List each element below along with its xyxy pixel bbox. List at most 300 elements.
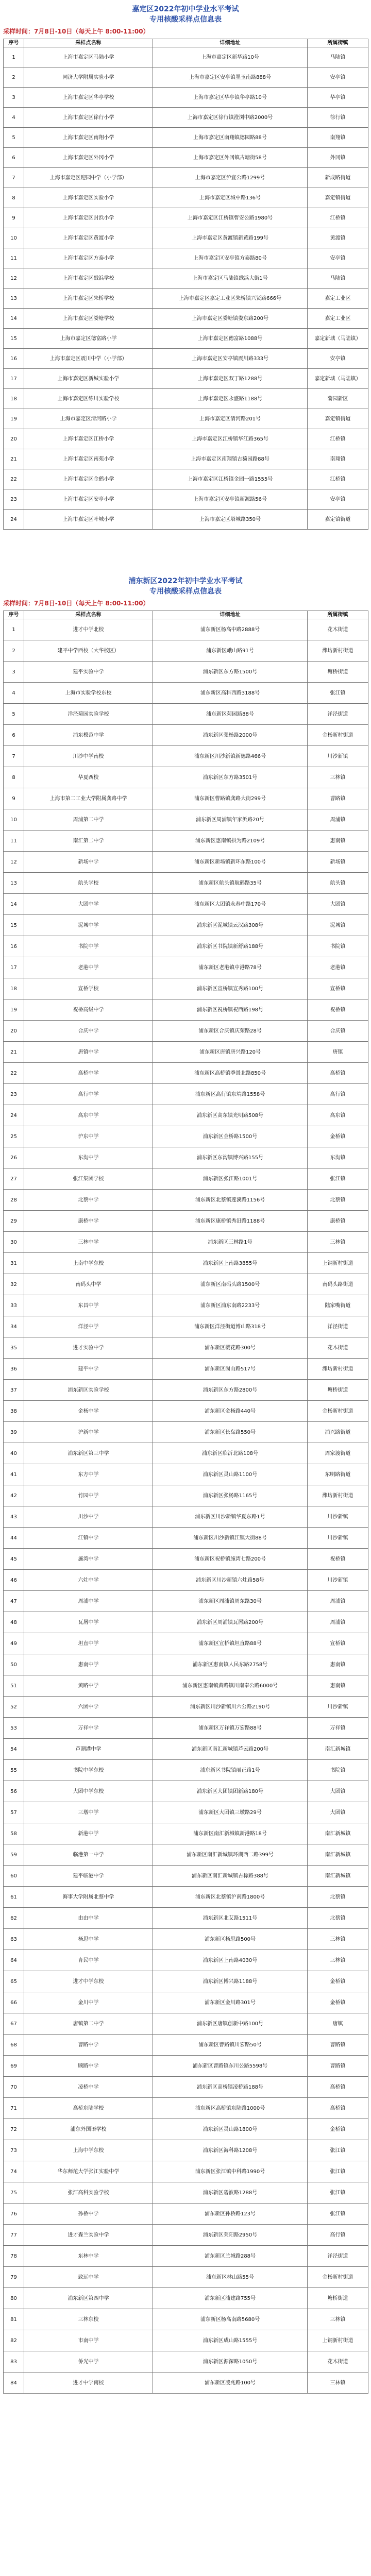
- cell-address: 浦东新区东方路2800号: [153, 1380, 308, 1401]
- cell-index: 67: [4, 2013, 24, 2035]
- cell-street: 宣桥镇: [308, 1633, 368, 1654]
- cell-address: 上海市嘉定区双丁路1288号: [153, 369, 308, 389]
- cell-street: 高桥镇: [308, 2098, 368, 2119]
- table-row: [4, 809, 368, 831]
- cell-street: 东沟镇: [308, 1147, 368, 1168]
- table-row: [4, 1866, 368, 1887]
- table-row: [4, 188, 368, 208]
- cell-street: 金桥镇: [308, 1971, 368, 1992]
- header-site-name: 采样点名称: [24, 611, 153, 619]
- cell-address: 浦东新区碧波路1288号: [153, 2182, 308, 2204]
- table-row: [4, 2161, 368, 2182]
- cell-street: 上钢新村街道: [308, 2330, 368, 2351]
- cell-site-name: 上海市嘉定区南苑小学: [24, 449, 153, 469]
- cell-street: 金桥镇: [308, 2119, 368, 2140]
- cell-street: 康桥镇: [308, 1211, 368, 1232]
- cell-index: 62: [4, 1908, 24, 1929]
- cell-site-name: 坦直中学: [24, 1633, 153, 1654]
- cell-street: 周浦镇: [308, 1612, 368, 1633]
- cell-street: 嘉定新城（马陆镇）: [308, 369, 368, 389]
- cell-index: 26: [4, 1147, 24, 1168]
- cell-site-name: 同济大学附属实验小学: [24, 67, 153, 88]
- cell-site-name: 由由中学: [24, 1908, 153, 1929]
- cell-index: 9: [4, 788, 24, 809]
- cell-site-name: 康桥中学: [24, 1211, 153, 1232]
- table-row: [4, 409, 368, 429]
- table-row: [4, 683, 368, 704]
- cell-address: 浦东新区高行镇东靖路1558号: [153, 1084, 308, 1105]
- cell-site-name: 上海市嘉定区金鹤小学: [24, 469, 153, 489]
- cell-address: 浦东新区金桥路1500号: [153, 1126, 308, 1147]
- cell-index: 50: [4, 1654, 24, 1675]
- cell-address: 浦东新区书院镇新舒路188号: [153, 936, 308, 957]
- cell-site-name: 浦东新区第三中学: [24, 1443, 153, 1464]
- cell-site-name: 建平中学西校（大华校区）: [24, 640, 153, 662]
- cell-address: 浦东新区高桥镇凌桥路188号: [153, 2077, 308, 2098]
- cell-index: 68: [4, 2035, 24, 2056]
- table-row: [4, 936, 368, 957]
- cell-street: 三林镇: [308, 1232, 368, 1253]
- cell-address: 浦东新区高科西路3188号: [153, 683, 308, 704]
- cell-site-name: 三墩中学: [24, 1802, 153, 1823]
- cell-address: 浦东新区祝桥镇祝西路198号: [153, 999, 308, 1021]
- cell-site-name: 顾路中学: [24, 2056, 153, 2077]
- table-row: [4, 2330, 368, 2351]
- cell-site-name: 张江高科实验学校: [24, 2182, 153, 2204]
- table-row: [4, 894, 368, 915]
- cell-street: 大团镇: [308, 1802, 368, 1823]
- cell-street: 周浦镇: [308, 809, 368, 831]
- cell-street: 南码头路街道: [308, 1274, 368, 1295]
- cell-site-name: 金川中学: [24, 1992, 153, 2013]
- cell-street: 新场镇: [308, 852, 368, 873]
- jiading-table-body: [4, 47, 368, 530]
- cell-index: 16: [4, 349, 24, 369]
- table-row: [4, 2140, 368, 2161]
- cell-street: 三林镇: [308, 1950, 368, 1971]
- cell-street: 曹路镇: [308, 2056, 368, 2077]
- cell-address: 上海市嘉定区安亭镇方泰路80号: [153, 248, 308, 268]
- cell-site-name: 上海市嘉定区马陆小学: [24, 47, 153, 67]
- cell-address: 浦东新区林山路55号: [153, 2267, 308, 2288]
- cell-address: 浦东新区康桥镇秀沿路1188号: [153, 1211, 308, 1232]
- cell-site-name: 上海中学东校: [24, 2140, 153, 2161]
- table-row: [4, 1654, 368, 1675]
- table-row: [4, 329, 368, 349]
- cell-address: 上海市嘉定区江桥镇华江路365号: [153, 429, 308, 449]
- cell-address: 浦东新区博兴路1188号: [153, 1971, 308, 1992]
- table-row: [4, 2288, 368, 2309]
- cell-index: 23: [4, 1084, 24, 1105]
- cell-index: 82: [4, 2330, 24, 2351]
- cell-street: 金杨新村街道: [308, 725, 368, 746]
- table-row: [4, 1506, 368, 1528]
- cell-site-name: 唐镇中学: [24, 1042, 153, 1063]
- table-row: [4, 449, 368, 469]
- table-row: [4, 2119, 368, 2140]
- cell-address: 浦东新区高桥镇东陆路1000号: [153, 2098, 308, 2119]
- cell-index: 27: [4, 1168, 24, 1190]
- cell-index: 14: [4, 309, 24, 329]
- cell-street: 万祥镇: [308, 1718, 368, 1739]
- cell-site-name: 进才中学北校: [24, 619, 153, 640]
- cell-address: 浦东新区宣桥镇坦直路88号: [153, 1633, 308, 1654]
- cell-index: 17: [4, 957, 24, 978]
- cell-address: 上海市嘉定区城中路136号: [153, 188, 308, 208]
- table-row: [4, 1274, 368, 1295]
- cell-address: 浦东新区张江镇中科路1990号: [153, 2161, 308, 2182]
- cell-index: 4: [4, 683, 24, 704]
- table-row: [4, 1337, 368, 1359]
- table-row: [4, 1612, 368, 1633]
- table-row: [4, 369, 368, 389]
- cell-street: 祝桥镇: [308, 999, 368, 1021]
- cell-index: 28: [4, 1190, 24, 1211]
- cell-street: 张江镇: [308, 2182, 368, 2204]
- cell-street: 张江镇: [308, 2204, 368, 2225]
- cell-address: 浦东新区三林路1号: [153, 1232, 308, 1253]
- cell-street: 塘桥街道: [308, 1380, 368, 1401]
- table-row: [4, 1147, 368, 1168]
- cell-site-name: 新港中学: [24, 1823, 153, 1844]
- table-row: [4, 1084, 368, 1105]
- cell-index: 46: [4, 1570, 24, 1591]
- cell-site-name: 进才实验中学: [24, 1337, 153, 1359]
- cell-site-name: 老港中学: [24, 957, 153, 978]
- cell-address: 浦东新区川沙新镇六灶路58号: [153, 1570, 308, 1591]
- cell-index: 21: [4, 449, 24, 469]
- header-address: 详细地址: [153, 611, 308, 619]
- cell-address: 浦东新区上南路4030号: [153, 1950, 308, 1971]
- cell-index: 2: [4, 640, 24, 662]
- pudong-section: [0, 576, 371, 2394]
- header-street: 所属街镇: [308, 39, 368, 47]
- cell-street: 金杨新村街道: [308, 1401, 368, 1422]
- table-row: [4, 1802, 368, 1823]
- cell-street: 唐镇: [308, 2013, 368, 2035]
- cell-street: 南汇新城镇: [308, 1866, 368, 1887]
- table-row: [4, 2204, 368, 2225]
- cell-street: 华亭镇: [308, 88, 368, 108]
- table-row: [4, 2267, 368, 2288]
- cell-address: 浦东新区浦东南路2233号: [153, 1295, 308, 1316]
- cell-street: 花木街道: [308, 1337, 368, 1359]
- cell-address: 浦东新区航头镇航鹤路35号: [153, 873, 308, 894]
- table-row: [4, 1844, 368, 1866]
- cell-index: 65: [4, 1971, 24, 1992]
- cell-street: 花木街道: [308, 2351, 368, 2372]
- cell-street: 曹路镇: [308, 788, 368, 809]
- cell-index: 48: [4, 1612, 24, 1633]
- cell-index: 55: [4, 1760, 24, 1781]
- cell-street: 三林镇: [308, 1929, 368, 1950]
- cell-index: 15: [4, 915, 24, 936]
- cell-site-name: 金杨中学: [24, 1401, 153, 1422]
- cell-street: 潍坊新村街道: [308, 1485, 368, 1506]
- table-row: [4, 1211, 368, 1232]
- cell-index: 60: [4, 1866, 24, 1887]
- cell-site-name: 致远中学: [24, 2267, 153, 2288]
- table-row: [4, 1042, 368, 1063]
- cell-street: 浦兴路街道: [308, 1422, 368, 1443]
- cell-index: 84: [4, 2372, 24, 2394]
- cell-street: 高桥镇: [308, 2077, 368, 2098]
- cell-address: 浦东新区崮山路517号: [153, 1359, 308, 1380]
- table-row: [4, 1633, 368, 1654]
- cell-address: 浦东新区川沙新镇新德路466号: [153, 746, 308, 767]
- cell-address: 上海市嘉定区安亭镇墨玉南路888号: [153, 67, 308, 88]
- cell-street: 北蔡镇: [308, 1908, 368, 1929]
- cell-street: 安亭镇: [308, 489, 368, 510]
- cell-index: 81: [4, 2309, 24, 2330]
- table-row: [4, 1950, 368, 1971]
- cell-street: 惠南镇: [308, 831, 368, 852]
- table-row: [4, 67, 368, 88]
- cell-address: 浦东新区川沙新镇华夏东路1号: [153, 1506, 308, 1528]
- cell-street: 南汇新城镇: [308, 1844, 368, 1866]
- cell-street: 大团镇: [308, 894, 368, 915]
- cell-index: 32: [4, 1274, 24, 1295]
- cell-address: 上海市嘉定区永盛路1188号: [153, 389, 308, 409]
- cell-site-name: 华东师范大学张江实验中学: [24, 2161, 153, 2182]
- cell-street: 新成路街道: [308, 168, 368, 188]
- table-row: [4, 1718, 368, 1739]
- cell-address: 浦东新区唐镇唐兴路120号: [153, 1042, 308, 1063]
- cell-site-name: 上海市嘉定区黄渡小学: [24, 228, 153, 248]
- cell-site-name: 周浦中学: [24, 1591, 153, 1612]
- table-row: [4, 1760, 368, 1781]
- table-row: [4, 1063, 368, 1084]
- cell-address: 浦东新区北蔡镇莲溪路1156号: [153, 1190, 308, 1211]
- cell-index: 23: [4, 489, 24, 510]
- cell-index: 7: [4, 168, 24, 188]
- table-row: [4, 2077, 368, 2098]
- table-row: [4, 1359, 368, 1380]
- table-row: [4, 1887, 368, 1908]
- cell-street: 三林镇: [308, 2372, 368, 2394]
- cell-street: 东明路街道: [308, 1464, 368, 1485]
- table-row: [4, 108, 368, 128]
- cell-address: 浦东新区孙桥路123号: [153, 2204, 308, 2225]
- cell-street: 菊园新区: [308, 389, 368, 409]
- header-index: 序号: [4, 39, 24, 47]
- jiading-sampling-table: [3, 39, 368, 530]
- cell-street: 泥城镇: [308, 915, 368, 936]
- table-row: [4, 746, 368, 767]
- cell-site-name: 洋泾菊园实验学校: [24, 704, 153, 725]
- cell-street: 嘉定工业区: [308, 309, 368, 329]
- cell-address: 浦东新区海科路1208号: [153, 2140, 308, 2161]
- cell-index: 15: [4, 329, 24, 349]
- cell-street: 大团镇: [308, 1781, 368, 1802]
- cell-address: 浦东新区书院镇丽正路1号: [153, 1760, 308, 1781]
- cell-street: 金桥镇: [308, 1992, 368, 2013]
- cell-index: 1: [4, 47, 24, 67]
- cell-site-name: 建平中学: [24, 1359, 153, 1380]
- cell-address: 上海市嘉定区沪宜公路1299号: [153, 168, 308, 188]
- table-header-row: [4, 39, 368, 47]
- table-row: [4, 1549, 368, 1570]
- cell-site-name: 书院中学: [24, 936, 153, 957]
- cell-site-name: 上海市嘉定区戬浜学校: [24, 268, 153, 289]
- cell-index: 1: [4, 619, 24, 640]
- cell-index: 56: [4, 1781, 24, 1802]
- cell-address: 上海市嘉定区塔城路350号: [153, 510, 308, 530]
- cell-address: 上海市嘉定区嘉定工业区朱桥镇兴贤路666号: [153, 289, 308, 309]
- cell-site-name: 北蔡中学: [24, 1190, 153, 1211]
- table-row: [4, 510, 368, 530]
- cell-index: 20: [4, 429, 24, 449]
- cell-index: 3: [4, 88, 24, 108]
- cell-address: 浦东新区周浦镇周东路30号: [153, 1591, 308, 1612]
- cell-street: 金杨新村街道: [308, 2267, 368, 2288]
- cell-street: 北蔡镇: [308, 1887, 368, 1908]
- cell-street: 马陆镇: [308, 47, 368, 67]
- table-row: [4, 1401, 368, 1422]
- cell-address: 浦东新区凌兆路100号: [153, 2372, 308, 2394]
- table-row: [4, 704, 368, 725]
- cell-site-name: 上海市嘉定区朱桥学校: [24, 289, 153, 309]
- cell-site-name: 新场中学: [24, 852, 153, 873]
- cell-street: 嘉定新城（马陆镇）: [308, 329, 368, 349]
- cell-index: 11: [4, 831, 24, 852]
- header-street: 所属街镇: [308, 611, 368, 619]
- cell-index: 7: [4, 746, 24, 767]
- cell-address: 浦东新区万祥镇万宏路88号: [153, 1718, 308, 1739]
- section-divider: [0, 530, 371, 576]
- cell-index: 36: [4, 1359, 24, 1380]
- cell-site-name: 惠南中学: [24, 1654, 153, 1675]
- cell-site-name: 泥城中学: [24, 915, 153, 936]
- cell-address: 浦东新区曹路镇川宏路50号: [153, 2035, 308, 2056]
- cell-street: 宣桥镇: [308, 978, 368, 999]
- cell-site-name: 育民中学: [24, 1950, 153, 1971]
- table-row: [4, 489, 368, 510]
- table-row: [4, 767, 368, 788]
- cell-street: 川沙新镇: [308, 1506, 368, 1528]
- cell-street: 嘉定工业区: [308, 289, 368, 309]
- cell-address: 浦东新区东沟镇博兴路155号: [153, 1147, 308, 1168]
- cell-address: 浦东新区老港镇中港路78号: [153, 957, 308, 978]
- cell-site-name: 上海市嘉定区外冈小学: [24, 148, 153, 168]
- cell-index: 19: [4, 409, 24, 429]
- cell-site-name: 上南中学东校: [24, 1253, 153, 1274]
- cell-street: 潍坊新村街道: [308, 1359, 368, 1380]
- cell-address: 浦东新区菊园路88号: [153, 704, 308, 725]
- cell-address: 浦东新区张江路1001号: [153, 1168, 308, 1190]
- cell-site-name: 合庆中学: [24, 1021, 153, 1042]
- cell-index: 54: [4, 1739, 24, 1760]
- table-row: [4, 1929, 368, 1950]
- cell-site-name: 三林东校: [24, 2309, 153, 2330]
- cell-address: 浦东新区杨思路500号: [153, 1929, 308, 1950]
- cell-address: 上海市嘉定区娄塘镇娄东路200号: [153, 309, 308, 329]
- cell-address: 浦东新区莱阳路2950号: [153, 2225, 308, 2246]
- cell-index: 5: [4, 128, 24, 148]
- header-index: 序号: [4, 611, 24, 619]
- cell-address: 浦东新区上南路3855号: [153, 1253, 308, 1274]
- cell-site-name: 航头学校: [24, 873, 153, 894]
- table-row: [4, 1675, 368, 1697]
- cell-street: 张江镇: [308, 683, 368, 704]
- table-row: [4, 2056, 368, 2077]
- cell-street: 曹路镇: [308, 2035, 368, 2056]
- cell-site-name: 东昌中学: [24, 1295, 153, 1316]
- cell-address: 浦东新区杨高中路2888号: [153, 619, 308, 640]
- cell-street: 张江镇: [308, 2140, 368, 2161]
- table-row: [4, 1781, 368, 1802]
- cell-site-name: 临港第一中学: [24, 1844, 153, 1866]
- cell-site-name: 高桥东陆学校: [24, 2098, 153, 2119]
- cell-street: 洋泾街道: [308, 704, 368, 725]
- cell-street: 合庆镇: [308, 1021, 368, 1042]
- cell-address: 浦东新区合庆镇庆荣路28号: [153, 1021, 308, 1042]
- cell-site-name: 上海市嘉定区南翔小学: [24, 128, 153, 148]
- cell-index: 18: [4, 978, 24, 999]
- cell-address: 浦东新区张杨路2000号: [153, 725, 308, 746]
- table-row: [4, 788, 368, 809]
- cell-index: 35: [4, 1337, 24, 1359]
- cell-site-name: 上海市嘉定区华亭学校: [24, 88, 153, 108]
- cell-street: 陆家嘴街道: [308, 1295, 368, 1316]
- cell-site-name: 曹路中学: [24, 2035, 153, 2056]
- cell-street: 周浦镇: [308, 1591, 368, 1612]
- cell-street: 塘桥街道: [308, 662, 368, 683]
- cell-index: 38: [4, 1401, 24, 1422]
- table-row: [4, 1105, 368, 1126]
- header-site-name: 采样点名称: [24, 39, 153, 47]
- cell-address: 浦东新区大团镇团新路180号: [153, 1781, 308, 1802]
- cell-index: 39: [4, 1422, 24, 1443]
- cell-index: 61: [4, 1887, 24, 1908]
- table-row: [4, 978, 368, 999]
- cell-index: 16: [4, 936, 24, 957]
- table-row: [4, 1908, 368, 1929]
- cell-street: 南汇新城镇: [308, 1823, 368, 1844]
- cell-index: 22: [4, 469, 24, 489]
- cell-address: 浦东新区周浦镇瓦屑路200号: [153, 1612, 308, 1633]
- table-row: [4, 1253, 368, 1274]
- cell-index: 79: [4, 2267, 24, 2288]
- cell-address: 浦东新区樱花路300号: [153, 1337, 308, 1359]
- cell-address: 浦东新区曹路镇龚路大街299号: [153, 788, 308, 809]
- cell-address: 上海市嘉定区外冈镇古塘街58号: [153, 148, 308, 168]
- table-row: [4, 2372, 368, 2394]
- cell-index: 69: [4, 2056, 24, 2077]
- cell-site-name: 书院中学东校: [24, 1760, 153, 1781]
- table-row: [4, 1570, 368, 1591]
- cell-index: 41: [4, 1464, 24, 1485]
- cell-street: 北蔡镇: [308, 1190, 368, 1211]
- cell-street: 江桥镇: [308, 208, 368, 228]
- cell-index: 75: [4, 2182, 24, 2204]
- cell-site-name: 上海市嘉定区方泰小学: [24, 248, 153, 268]
- cell-index: 24: [4, 1105, 24, 1126]
- cell-index: 63: [4, 1929, 24, 1950]
- table-row: [4, 248, 368, 268]
- cell-index: 17: [4, 369, 24, 389]
- table-row: [4, 309, 368, 329]
- table-row: [4, 915, 368, 936]
- cell-index: 64: [4, 1950, 24, 1971]
- cell-address: 浦东新区新场镇新环东路100号: [153, 852, 308, 873]
- cell-address: 浦东新区周浦镇年家浜路20号: [153, 809, 308, 831]
- table-row: [4, 469, 368, 489]
- cell-site-name: 建平临港中学: [24, 1866, 153, 1887]
- cell-address: 上海市嘉定区华亭镇华亭路10号: [153, 88, 308, 108]
- table-row: [4, 2309, 368, 2330]
- cell-site-name: 上海市嘉定区封浜小学: [24, 208, 153, 228]
